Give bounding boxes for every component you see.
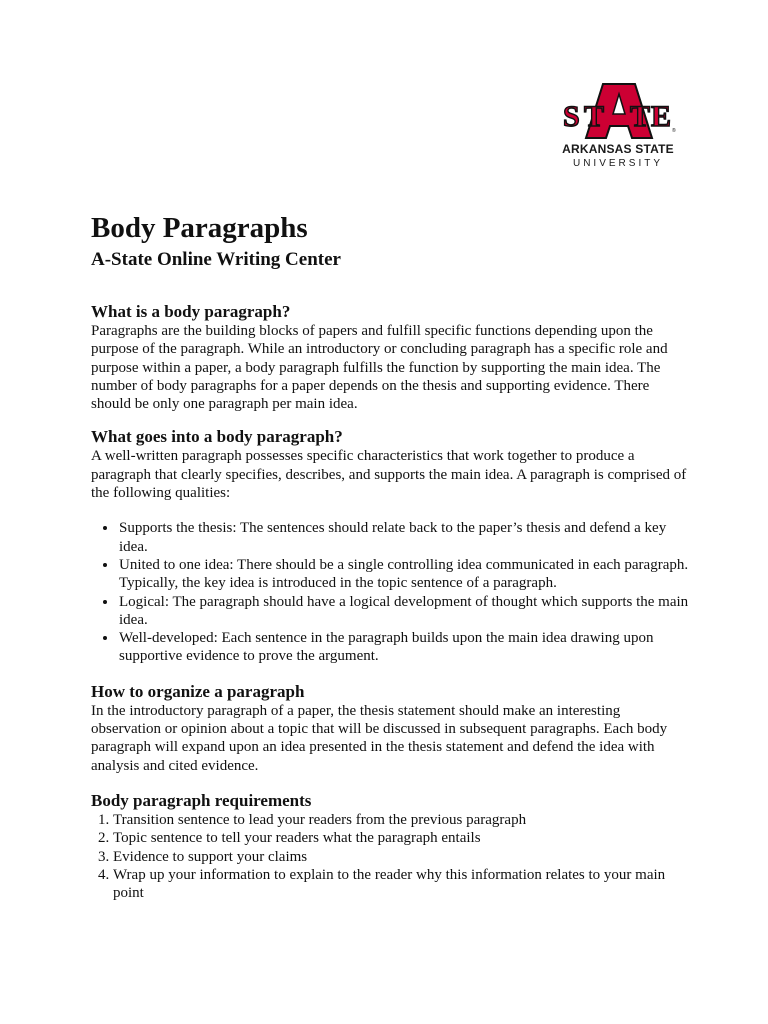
list-item: • Logical: The paragraph should have a logical development of thought which supports the main idea. [118, 593, 691, 630]
heading-how-to: How to organize a paragraph [91, 681, 305, 701]
svg-text:®: ® [672, 128, 676, 134]
logo-arkansas-state-text: ARKANSAS STATE [562, 142, 674, 156]
page-subtitle: A-State Online Writing Center [91, 249, 341, 270]
list-item: 4. Wrap up your information to explain to the reader why this information relates to your main point [113, 866, 691, 903]
svg-text:T: T [630, 100, 651, 133]
heading-what-goes: What goes into a body paragraph? [91, 427, 343, 447]
list-item: • United to one idea: There should be a single controlling idea communicated in each paragraph. Typically, the key idea is introduced in the topic sentence of a paragraph. [118, 556, 691, 593]
svg-text:S: S [563, 100, 580, 133]
list-item: 2. Topic sentence to tell your readers what the paragraph entails [113, 829, 691, 847]
list-item: 3. Evidence to support your claims [113, 848, 691, 866]
logo-university-text: UNIVERSITY [572, 158, 663, 169]
paragraph-how-to: In the introductory paragraph of a paper, the thesis statement should make an interesting observation or opinion about a topic that will be discussed in subsequent paragraphs. Each body paragraph will expand upon an idea presented in the thesis statement and defend the idea with analysis and cited evidence. [91, 702, 668, 774]
paragraph-what-goes: A well-written paragraph possesses specific characteristics that work together to produce a paragraph that clearly specifies, describes, and supports the main idea. A paragraph is comprised of the following qualities: [91, 448, 687, 502]
paragraph-what-is: Paragraphs are the building blocks of papers and fulfill specific functions depending upon the purpose of the paragraph. While an introductory or concluding paragraph has a specific role and purpose within a paper, a body paragraph fulfills the function by supporting the main idea. The number of body paragraphs for a paper depends on the thesis and supporting evidence. There should be only one paragraph per main idea. [91, 323, 668, 413]
svg-text:T: T [584, 100, 605, 133]
qualities-list [91, 519, 691, 665]
svg-text:E: E [651, 100, 672, 133]
page-title: Body Paragraphs [91, 212, 308, 244]
list-item: • Supports the thesis: The sentences should relate back to the paper’s thesis and defend a key idea. [118, 519, 691, 556]
list-item: 1. Transition sentence to lead your readers from the previous paragraph [113, 811, 691, 829]
heading-requirements: Body paragraph requirements [91, 790, 312, 810]
heading-what-is: What is a body paragraph? [91, 302, 291, 321]
document-content [91, 208, 691, 902]
list-item: • Well-developed: Each sentence in the paragraph builds upon the main idea drawing upon supportive evidence to prove the argument. [118, 629, 691, 666]
requirements-list [91, 811, 691, 902]
arkansas-state-logo [560, 82, 690, 172]
astate-mark-icon [560, 82, 678, 140]
